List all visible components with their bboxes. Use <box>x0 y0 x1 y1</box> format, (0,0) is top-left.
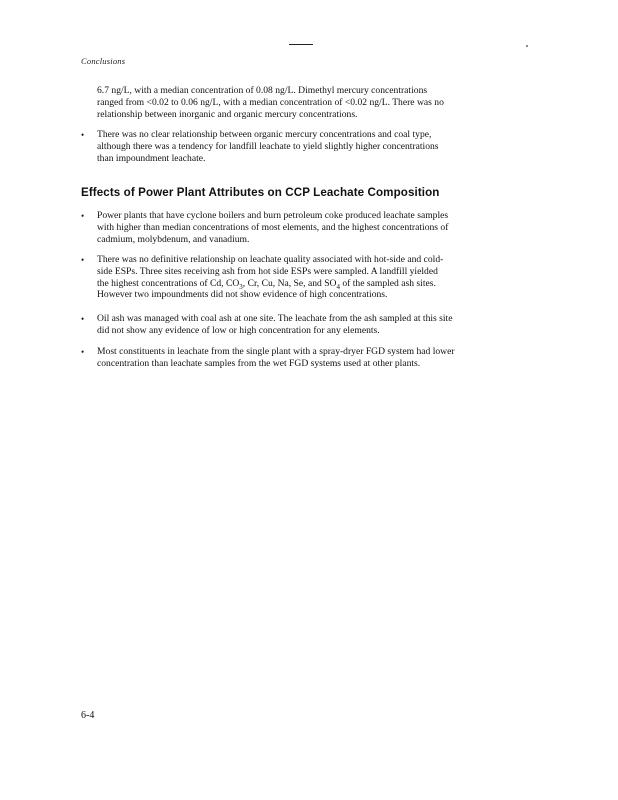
bullet-line: cadmium, molybdenum, and vanadium. <box>97 233 250 245</box>
bullet-text <box>97 129 537 164</box>
bullet-line: side ESPs. Three sites receiving ash from hot side ESPs were sampled. A landfill yielded <box>97 265 438 277</box>
bullet-line: Most constituents in leachate from the single plant with a spray-dryer FGD system had lower <box>97 346 455 357</box>
section-heading: Effects of Power Plant Attributes on CCP Leachate Composition <box>81 186 440 199</box>
chem-text: , Cr, Cu, Na, Se, and SO <box>242 277 337 289</box>
chem-subscript: 3 <box>239 282 243 291</box>
bullet-text <box>97 254 537 301</box>
bullet-text <box>97 313 537 337</box>
paragraph-line: 6.7 ng/L, with a median concentration of 0.08 ng/L. Dimethyl mercury concentrations <box>97 85 428 96</box>
bullet-marker: • <box>81 211 85 221</box>
bullet-line: with higher than median concentrations of most elements, and the highest concentrations of <box>97 221 449 233</box>
bullet-marker: • <box>81 347 85 357</box>
bullet-marker: • <box>81 255 85 265</box>
bullet-text <box>97 210 537 245</box>
bullet-line: Power plants that have cyclone boilers and burn petroleum coke produced leachate samples <box>97 210 449 221</box>
paragraph-line: relationship between inorganic and organic mercury concentrations. <box>97 108 358 120</box>
bullet-line: although there was a tendency for landfill leachate to yield slightly higher concentrations <box>97 140 439 152</box>
bullet-line: Oil ash was managed with coal ash at one site. The leachate from the ash sampled at this site <box>97 313 453 324</box>
bullet-text <box>97 346 537 370</box>
running-header: Conclusions <box>81 56 126 66</box>
chem-subscript: 4 <box>336 282 340 291</box>
bullet-line: There was no definitive relationship on leachate quality associated with hot-side and cold- <box>97 254 444 265</box>
bullet-line: However two impoundments did not show evidence of high concentrations. <box>97 289 388 301</box>
page-number: 6-4 <box>81 710 95 721</box>
chem-text: of the sampled ash sites. <box>339 277 436 289</box>
paragraph-line: ranged from <0.02 to 0.06 ng/L, with a median concentration of <0.02 ng/L. There was no <box>97 96 444 108</box>
bullet-line: There was no clear relationship between organic mercury concentrations and coal type, <box>97 129 432 140</box>
bullet-marker: • <box>81 314 85 324</box>
continuation-paragraph <box>97 85 532 120</box>
bullet-marker: • <box>81 130 85 140</box>
scan-speck <box>526 45 528 47</box>
top-rule-divider <box>289 44 313 45</box>
bullet-line: concentration than leachate samples from the wet FGD systems used at other plants. <box>97 357 421 369</box>
bullet-line-chemistry <box>97 278 537 290</box>
bullet-line: did not show any evidence of low or high concentration for any elements. <box>97 324 380 336</box>
bullet-line: than impoundment leachate. <box>97 152 206 164</box>
chem-text: the highest concentrations of Cd, CO <box>97 277 240 289</box>
